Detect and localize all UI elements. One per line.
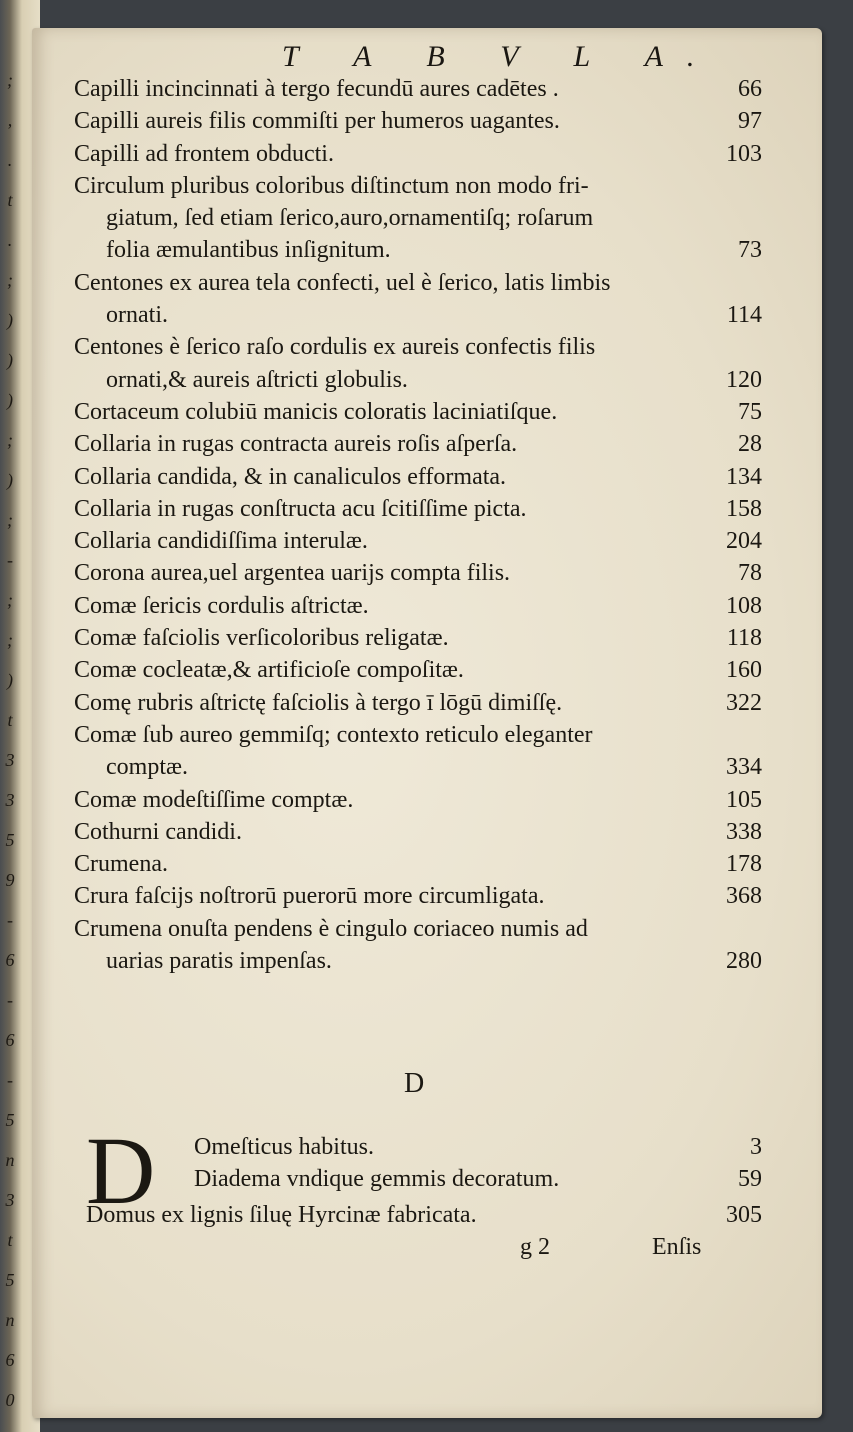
page-reference: 204 bbox=[726, 528, 762, 555]
entry-text: Collaria in rugas contracta aureis roſis aſperſa. bbox=[74, 431, 518, 458]
page-reference: 103 bbox=[726, 140, 762, 167]
index-entry bbox=[74, 525, 784, 557]
margin-mark: ) bbox=[7, 310, 13, 330]
margin-mark: n bbox=[5, 1310, 15, 1330]
margin-mark: 3 bbox=[5, 750, 15, 770]
page-reference: 305 bbox=[726, 1202, 762, 1228]
entry-text: Capilli aureis filis commiſti per humeros uagantes. bbox=[74, 108, 560, 135]
margin-mark: - bbox=[7, 550, 13, 570]
margin-mark: . bbox=[7, 150, 13, 170]
entry-text: Comæ modeſtiſſime comptæ. bbox=[74, 786, 354, 813]
entry-text: Collaria in rugas conſtructa acu ſcitiſſime picta. bbox=[74, 495, 527, 522]
index-entry bbox=[74, 848, 784, 880]
entry-text: Corona aurea,uel argentea uarijs compta filis. bbox=[74, 560, 511, 587]
index-entry bbox=[74, 622, 784, 654]
margin-mark: ) bbox=[7, 350, 13, 370]
index-entry bbox=[74, 816, 784, 848]
entry-text: Comę rubris aſtrictę faſciolis à tergo ī lōgū dimiſſę. bbox=[74, 689, 563, 716]
margin-mark: n bbox=[5, 1150, 15, 1170]
margin-mark: - bbox=[7, 1070, 13, 1090]
running-head: T A B V L A. bbox=[282, 40, 719, 73]
catchword: Enſis bbox=[652, 1234, 702, 1260]
margin-mark: ; bbox=[7, 430, 13, 450]
index-entry bbox=[74, 428, 784, 460]
margin-mark: ; bbox=[7, 70, 13, 90]
page-reference: 105 bbox=[726, 786, 762, 813]
margin-mark: ) bbox=[7, 470, 13, 490]
entry-text: Centones ex aurea tela confecti, uel è ſerico, latis limbis bbox=[74, 269, 611, 296]
entry-text: Comæ faſciolis verſicoloribus religatæ. bbox=[74, 625, 449, 652]
entry-text: Circulum pluribus coloribus diſtinctum non modo fri- bbox=[74, 172, 589, 199]
entry-continuation: ornati,& aureis aſtricti globulis. bbox=[106, 366, 408, 393]
entry-text: Crura faſcijs noſtrorū puerorū more circumligata. bbox=[74, 883, 545, 910]
page-reference: 28 bbox=[738, 431, 762, 458]
margin-mark: 6 bbox=[5, 1350, 15, 1370]
margin-mark: ) bbox=[7, 390, 13, 410]
entry-text: Centones è ſerico raſo cordulis ex aureis confectis filis bbox=[74, 334, 596, 361]
margin-mark: ; bbox=[7, 510, 13, 530]
index-entry bbox=[74, 73, 784, 105]
page-reference: 280 bbox=[726, 948, 762, 975]
index-entry bbox=[74, 170, 784, 267]
index-entry: Diadema vndique gemmis decoratum. bbox=[194, 1166, 560, 1192]
margin-mark: ; bbox=[7, 270, 13, 290]
index-entry bbox=[74, 396, 784, 428]
page-reference: 3 bbox=[750, 1134, 762, 1160]
margin-mark: 5 bbox=[5, 1110, 15, 1130]
index-entries bbox=[74, 73, 784, 977]
index-entry bbox=[74, 687, 784, 719]
page-reference: 368 bbox=[726, 883, 762, 910]
section-letter: D bbox=[404, 1068, 425, 1099]
index-entry bbox=[74, 719, 784, 784]
page-reference: 322 bbox=[726, 689, 762, 716]
page-reference: 75 bbox=[738, 398, 762, 425]
entry-continuation: folia æmulantibus inſignitum. bbox=[106, 237, 391, 264]
entry-continuation: ornati. bbox=[106, 302, 168, 329]
page-reference: 178 bbox=[726, 851, 762, 878]
index-entry bbox=[74, 105, 784, 137]
page-reference: 66 bbox=[738, 76, 762, 102]
entry-text: Cortaceum colubiū manicis coloratis laciniatiſque. bbox=[74, 398, 558, 425]
index-entry bbox=[74, 557, 784, 589]
entry-text: Comæ ſericis cordulis aſtrictæ. bbox=[74, 592, 369, 619]
margin-mark: - bbox=[7, 990, 13, 1010]
entry-text: Collaria candidiſſima interulæ. bbox=[74, 528, 368, 555]
entry-text: Capilli ad frontem obducti. bbox=[74, 140, 334, 167]
page-reference: 114 bbox=[726, 302, 762, 329]
signature-mark: g 2 bbox=[520, 1234, 550, 1260]
margin-mark: , bbox=[7, 110, 13, 130]
page-reference: 59 bbox=[738, 1166, 762, 1192]
page-reference: 134 bbox=[726, 463, 762, 490]
page-reference: 334 bbox=[726, 754, 762, 781]
margin-mark: 5 bbox=[5, 830, 15, 850]
margin-mark: t bbox=[7, 1230, 13, 1250]
entry-continuation: giatum, ſed etiam ſerico,auro,ornamentiſq; roſarum bbox=[106, 205, 594, 232]
facing-page-marks bbox=[2, 60, 18, 1420]
entry-text: Crumena onuſta pendens è cingulo coriaceo numis ad bbox=[74, 915, 588, 942]
index-entry bbox=[74, 138, 784, 170]
index-entry: Domus ex lignis ſiluę Hyrcinæ fabricata. bbox=[86, 1202, 477, 1228]
entry-continuation: uarias paratis impenſas. bbox=[106, 948, 332, 975]
page-reference: 78 bbox=[738, 560, 762, 587]
index-entry: Omeſticus habitus. bbox=[194, 1134, 374, 1160]
entry-text: Crumena. bbox=[74, 851, 168, 878]
page-reference: 118 bbox=[726, 625, 762, 652]
page-reference: 120 bbox=[726, 366, 762, 393]
index-entry bbox=[74, 654, 784, 686]
margin-mark: ; bbox=[7, 630, 13, 650]
margin-mark: 3 bbox=[5, 790, 15, 810]
entry-text: Comæ cocleatæ,& artificioſe compoſitæ. bbox=[74, 657, 464, 684]
margin-mark: ; bbox=[7, 590, 13, 610]
page-reference: 160 bbox=[726, 657, 762, 684]
index-entry bbox=[74, 880, 784, 912]
page-reference: 97 bbox=[738, 108, 762, 135]
entry-text: Cothurni candidi. bbox=[74, 818, 242, 845]
book-page bbox=[32, 28, 822, 1418]
page-reference: 338 bbox=[726, 818, 762, 845]
margin-mark: ) bbox=[7, 670, 13, 690]
margin-mark: 3 bbox=[5, 1190, 15, 1210]
margin-mark: 6 bbox=[5, 1030, 15, 1050]
margin-mark: t bbox=[7, 710, 13, 730]
margin-mark: 9 bbox=[5, 870, 15, 890]
index-entry bbox=[74, 493, 784, 525]
page-reference: 108 bbox=[726, 592, 762, 619]
entry-text: Collaria candida, & in canaliculos efformata. bbox=[74, 463, 507, 490]
page-reference: 158 bbox=[726, 495, 762, 522]
decorated-initial: D bbox=[86, 1117, 156, 1224]
entry-text: Capilli incincinnati à tergo fecundū aures cadētes . bbox=[74, 76, 559, 102]
index-entry bbox=[74, 461, 784, 493]
index-entry bbox=[74, 590, 784, 622]
margin-mark: 5 bbox=[5, 1270, 15, 1290]
margin-mark: . bbox=[7, 230, 13, 250]
margin-mark: 6 bbox=[5, 950, 15, 970]
entry-continuation: comptæ. bbox=[106, 754, 188, 781]
margin-mark: 0 bbox=[5, 1390, 15, 1410]
index-entry bbox=[74, 913, 784, 978]
index-entry bbox=[74, 267, 784, 332]
page-reference: 73 bbox=[738, 237, 762, 264]
margin-mark: t bbox=[7, 190, 13, 210]
index-entry bbox=[74, 331, 784, 396]
entry-text: Comæ ſub aureo gemmiſq; contexto reticulo eleganter bbox=[74, 721, 593, 748]
index-entry bbox=[74, 784, 784, 816]
margin-mark: - bbox=[7, 910, 13, 930]
